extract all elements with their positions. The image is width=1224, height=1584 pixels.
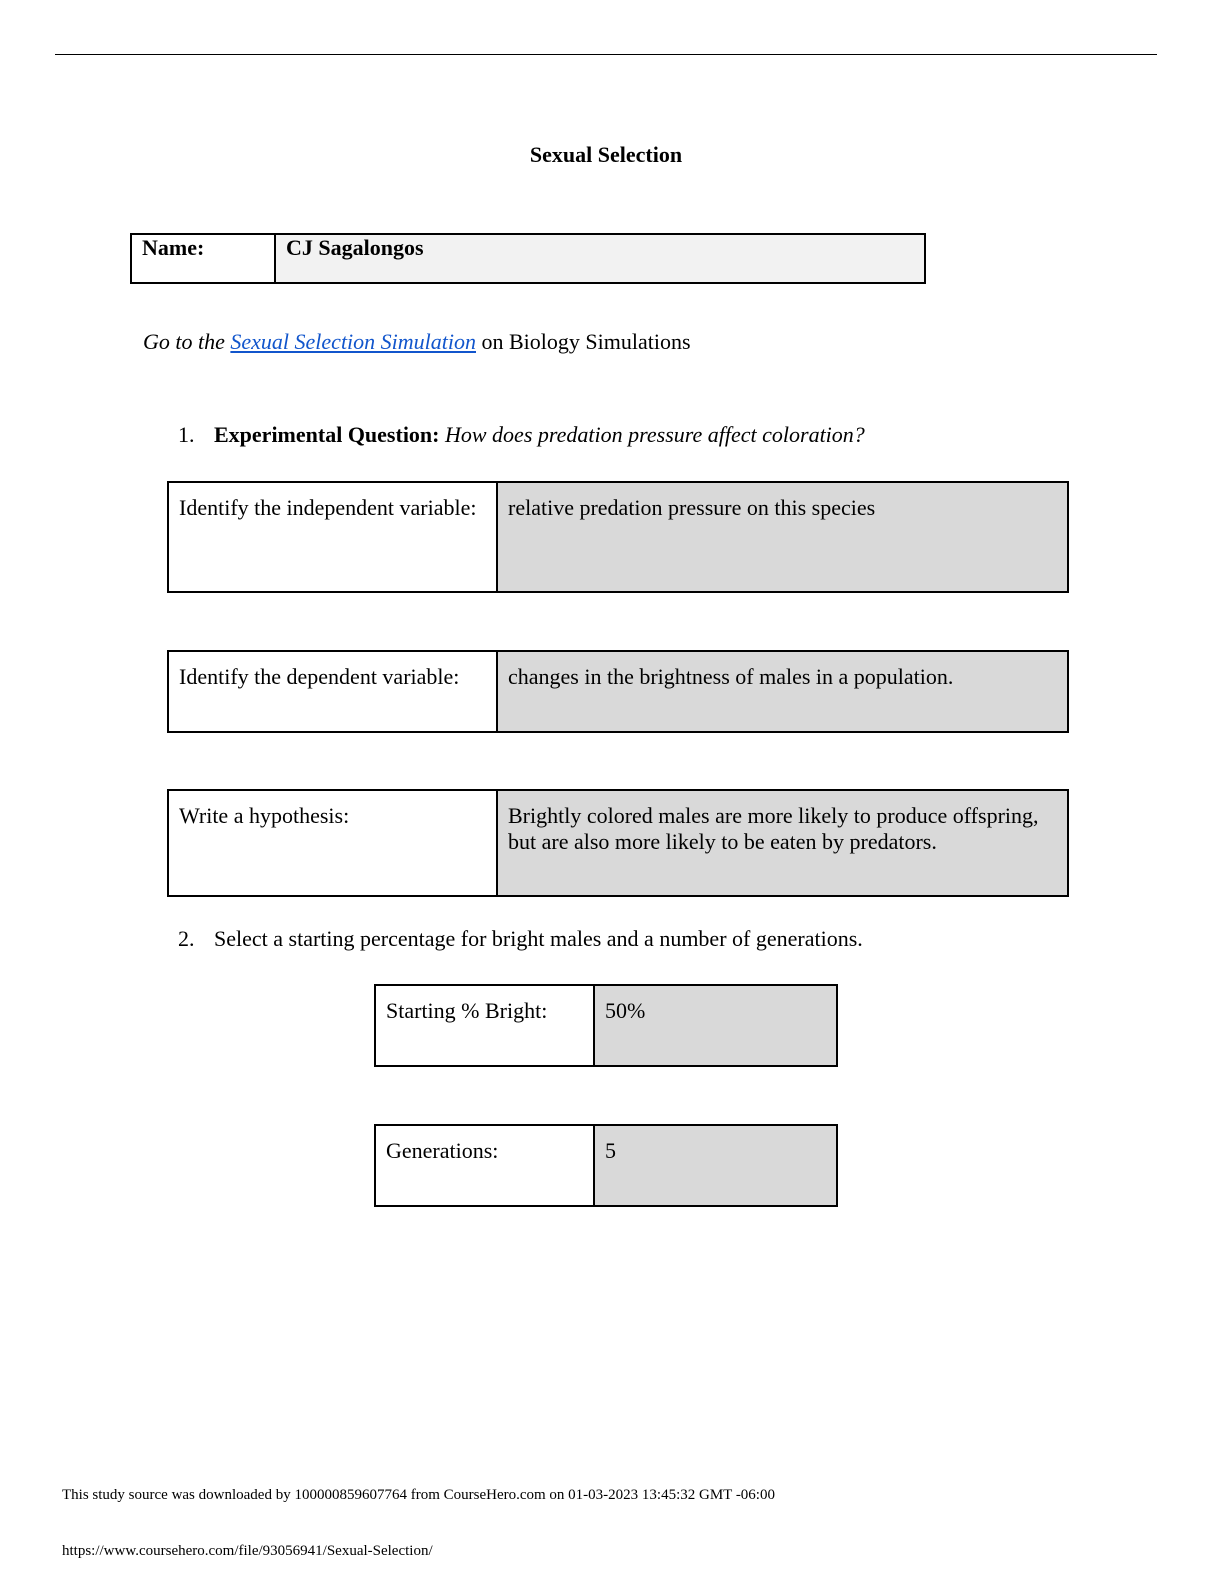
intro-suffix: on Biology Simulations (476, 329, 691, 354)
name-value[interactable]: CJ Sagalongos (275, 234, 925, 283)
question-2 (178, 926, 863, 952)
independent-variable-answer[interactable]: relative predation pressure on this species (497, 482, 1068, 592)
name-table (130, 233, 926, 284)
simulation-link[interactable]: Sexual Selection Simulation (230, 329, 476, 354)
independent-variable-label: Identify the independent variable: (168, 482, 497, 592)
dependent-variable-label: Identify the dependent variable: (168, 651, 497, 732)
footer-url[interactable]: https://www.coursehero.com/file/93056941/Sexual-Selection/ (62, 1543, 433, 1559)
generations-label: Generations: (375, 1125, 594, 1206)
hypothesis-answer[interactable]: Brightly colored males are more likely to produce offspring, but are also more likely to be eaten by predators. (497, 790, 1068, 896)
dependent-variable-table (167, 650, 1069, 733)
question-1 (178, 422, 865, 448)
page-title: Sexual Selection (529, 142, 683, 167)
dependent-variable-answer[interactable]: changes in the brightness of males in a population. (497, 651, 1068, 732)
starting-bright-table (374, 984, 838, 1067)
question-2-number: 2. (178, 926, 195, 951)
question-1-label: Experimental Question: (214, 422, 440, 447)
question-2-text: Select a starting percentage for bright males and a number of generations. (214, 926, 863, 951)
intro-line (143, 329, 691, 355)
generations-value[interactable]: 5 (594, 1125, 837, 1206)
name-label: Name: (131, 234, 275, 283)
top-rule (55, 54, 1157, 55)
hypothesis-table (167, 789, 1069, 897)
question-1-number: 1. (178, 422, 195, 447)
hypothesis-label: Write a hypothesis: (168, 790, 497, 896)
footer-source: This study source was downloaded by 100000859607764 from CourseHero.com on 01-03-2023 13:45:32 GMT -06:00 (62, 1487, 775, 1503)
intro-prefix: Go to the (143, 329, 231, 354)
starting-bright-label: Starting % Bright: (375, 985, 594, 1066)
question-1-text: How does predation pressure affect coloration? (445, 422, 865, 447)
generations-table (374, 1124, 838, 1207)
independent-variable-table (167, 481, 1069, 593)
starting-bright-value[interactable]: 50% (594, 985, 837, 1066)
